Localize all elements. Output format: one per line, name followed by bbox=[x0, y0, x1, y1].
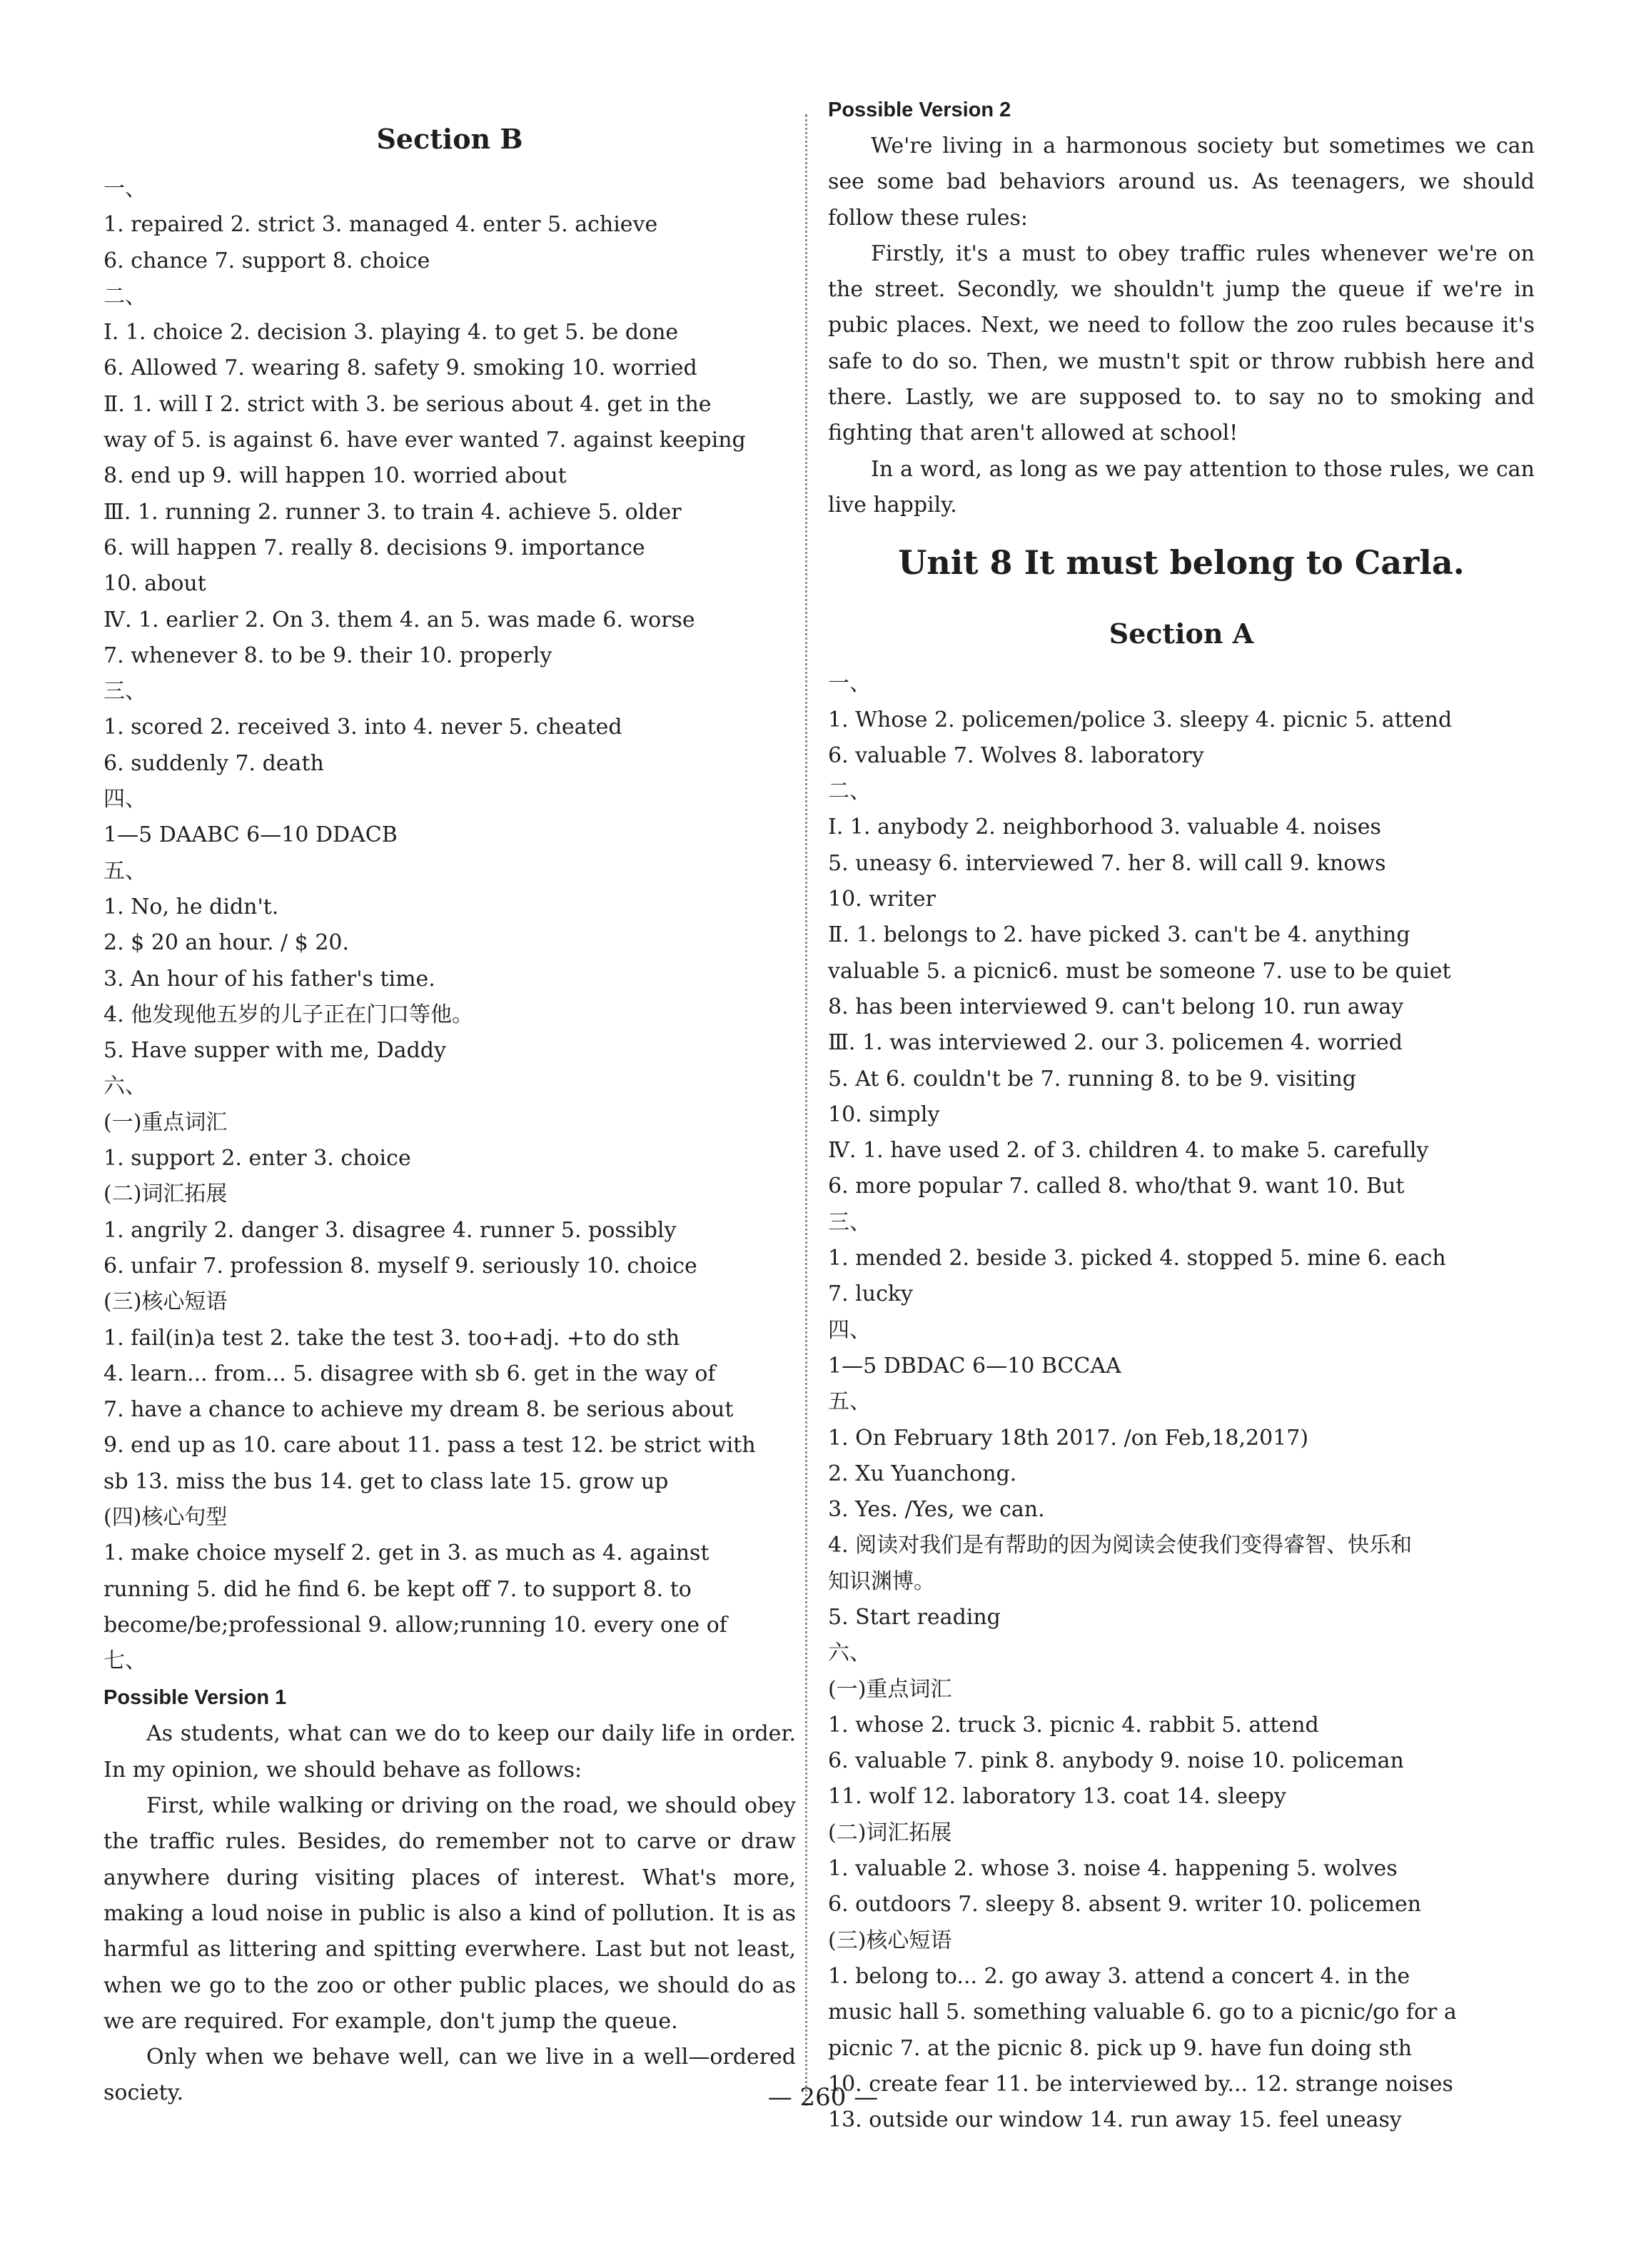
answer-line: 11. wolf 12. laboratory 13. coat 14. sleepy bbox=[828, 1784, 1286, 1810]
answer-line: Ⅱ. 1. belongs to 2. have picked 3. can't be 4. anything bbox=[828, 922, 1410, 948]
answer-line: (三)核心短语 bbox=[828, 1927, 952, 1953]
possible-version-2-title: Possible Version 2 bbox=[828, 99, 1011, 121]
essay-paragraph: Only when we behave well, can we live in a well—ordered society. bbox=[103, 2045, 796, 2106]
answer-line: (二)词汇拓展 bbox=[828, 1820, 952, 1845]
answer-line: 10. simply bbox=[828, 1102, 940, 1127]
column-divider bbox=[805, 114, 807, 2106]
answer-line: 3. Yes. /Yes, we can. bbox=[828, 1497, 1045, 1523]
answer-line: 10. create fear 11. be interviewed by... 12. strange noises bbox=[828, 2071, 1453, 2097]
answer-line: Ⅲ. 1. running 2. runner 3. to train 4. achieve 5. older bbox=[103, 499, 682, 525]
answer-line: 9. end up as 10. care about 11. pass a test 12. be strict with bbox=[103, 1433, 756, 1458]
answer-line: 1. support 2. enter 3. choice bbox=[103, 1146, 411, 1171]
answer-line: 4. learn... from... 5. disagree with sb 6. get in the way of bbox=[103, 1361, 716, 1386]
answer-line: 1. On February 18th 2017. /on Feb,18,2017) bbox=[828, 1425, 1309, 1451]
answer-line: music hall 5. something valuable 6. go to a picnic/go for a bbox=[828, 2000, 1457, 2025]
answer-line: 六、 bbox=[103, 1074, 146, 1099]
answer-line: 1. mended 2. beside 3. picked 4. stopped 5. mine 6. each bbox=[828, 1246, 1446, 1271]
answer-line: 知识渊博。 bbox=[828, 1568, 935, 1594]
possible-version-2-essay bbox=[828, 128, 1535, 523]
answer-line: Ⅰ. 1. choice 2. decision 3. playing 4. to get 5. be done bbox=[103, 320, 679, 346]
answer-line: 一、 bbox=[103, 176, 146, 201]
answer-line: 1. repaired 2. strict 3. managed 4. enter 5. achieve bbox=[103, 212, 658, 238]
answer-line: 7. lucky bbox=[828, 1281, 914, 1307]
answer-line: 四、 bbox=[103, 787, 146, 812]
possible-version-1-essay bbox=[103, 1716, 796, 2111]
left-column bbox=[103, 107, 796, 2112]
answer-line: (四)核心句型 bbox=[103, 1504, 228, 1530]
answer-line: 10. about bbox=[103, 571, 206, 597]
answer-line: valuable 5. a picnic6. must be someone 7. use to be quiet bbox=[828, 958, 1451, 984]
essay-paragraph: First, while walking or driving on the road, we should obey the traffic rules. Besides, do remember not to carve or draw anywhere during visiting places of interest. What's more, making a loud noise in public is also a kind of pollution. It is as harmful as littering and spitting everwhere. Last but not least, when we go to the zoo or other public places, we should do as we are required. For example, don't jump the queue. bbox=[103, 1793, 796, 2034]
answer-line: become/be;professional 9. allow;running 10. every one of bbox=[103, 1612, 727, 1638]
answer-line: 三、 bbox=[103, 679, 146, 705]
answer-line: Ⅱ. 1. will I 2. strict with 3. be serious about 4. get in the bbox=[103, 391, 712, 417]
answer-line: 6. unfair 7. profession 8. myself 9. seriously 10. choice bbox=[103, 1253, 697, 1279]
answer-line: 5. uneasy 6. interviewed 7. her 8. will call 9. knows bbox=[828, 850, 1386, 876]
answer-line: way of 5. is against 6. have ever wanted 7. against keeping bbox=[103, 428, 746, 453]
answer-line: (二)词汇拓展 bbox=[103, 1181, 228, 1207]
answer-line: Ⅰ. 1. anybody 2. neighborhood 3. valuable 4. noises bbox=[828, 815, 1381, 840]
answer-line: 6. will happen 7. really 8. decisions 9. importance bbox=[103, 535, 645, 560]
answer-line: 6. Allowed 7. wearing 8. safety 9. smoking 10. worried bbox=[103, 356, 697, 381]
section-b-title: Section B bbox=[376, 123, 523, 155]
answer-line: Ⅳ. 1. earlier 2. On 3. them 4. an 5. was made 6. worse bbox=[103, 607, 695, 632]
answer-line: 二、 bbox=[103, 283, 146, 309]
answer-line: 四、 bbox=[828, 1317, 871, 1343]
essay-paragraph: Firstly, it's a must to obey traffic rules whenever we're on the street. Secondly, we shouldn't jump the queue if we're in pubic places. Next, we need to follow the zoo rules because it's safe to do so. Then, we mustn't spit or throw rubbish here and there. Lastly, we are supposed to. to say no to smoking and fighting that aren't allowed at school! bbox=[828, 241, 1535, 446]
answer-line: (一)重点词汇 bbox=[828, 1676, 952, 1702]
right-column bbox=[828, 91, 1535, 2138]
answer-line: 13. outside our window 14. run away 15. feel uneasy bbox=[828, 2107, 1402, 2133]
answer-line: 6. more popular 7. called 8. who/that 9. want 10. But bbox=[828, 1174, 1405, 1199]
answer-line: 二、 bbox=[828, 779, 871, 805]
answer-line: Ⅲ. 1. was interviewed 2. our 3. policemen 4. worried bbox=[828, 1030, 1403, 1056]
answer-line: 6. valuable 7. pink 8. anybody 9. noise 10. policeman bbox=[828, 1748, 1404, 1774]
answer-line: 6. outdoors 7. sleepy 8. absent 9. writer 10. policemen bbox=[828, 1892, 1422, 1917]
answer-line: 4. 他发现他五岁的儿子正在门口等他。 bbox=[103, 1002, 474, 1027]
answer-line: 7. whenever 8. to be 9. their 10. properly bbox=[103, 642, 552, 668]
essay-paragraph: In a word, as long as we pay attention to those rules, we can live happily. bbox=[828, 456, 1535, 518]
answer-line: 5. At 6. couldn't be 7. running 8. to be 9. visiting bbox=[828, 1066, 1356, 1092]
answer-line: 8. end up 9. will happen 10. worried about bbox=[103, 463, 567, 489]
answer-line: 2. Xu Yuanchong. bbox=[828, 1461, 1017, 1486]
answer-line: 1. No, he didn't. bbox=[103, 894, 279, 919]
answer-line: running 5. did he find 6. be kept off 7. to support 8. to bbox=[103, 1576, 692, 1602]
answer-line: 1. make choice myself 2. get in 3. as much as 4. against bbox=[103, 1541, 710, 1566]
answer-line: 3. An hour of his father's time. bbox=[103, 966, 435, 992]
answer-line: 6. suddenly 7. death bbox=[103, 750, 324, 776]
answer-line: 一、 bbox=[828, 671, 871, 697]
essay-paragraph: We're living in a harmonous society but sometimes we can see some bad behaviors around us. As teenagers, we should follow these rules: bbox=[828, 133, 1535, 231]
answer-line: 1. valuable 2. whose 3. noise 4. happening 5. wolves bbox=[828, 1856, 1398, 1882]
answer-line: 七、 bbox=[103, 1648, 146, 1674]
answer-line: 7. have a chance to achieve my dream 8. be serious about bbox=[103, 1397, 734, 1423]
answer-line: 1—5 DBDAC 6—10 BCCAA bbox=[828, 1353, 1121, 1379]
answer-line: sb 13. miss the bus 14. get to class late 15. grow up bbox=[103, 1468, 669, 1494]
answer-line: 1. scored 2. received 3. into 4. never 5. cheated bbox=[103, 715, 622, 740]
answer-line: 6. chance 7. support 8. choice bbox=[103, 248, 430, 273]
answer-line: 10. writer bbox=[828, 887, 936, 912]
answer-line: 三、 bbox=[828, 1209, 871, 1235]
answer-line: 8. has been interviewed 9. can't belong 10. run away bbox=[828, 994, 1404, 1019]
answer-line: 6. valuable 7. Wolves 8. laboratory bbox=[828, 742, 1204, 768]
right-answer-lines bbox=[828, 666, 1535, 2138]
answer-line: 2. $ 20 an hour. / $ 20. bbox=[103, 930, 350, 956]
answer-line: 1. angrily 2. danger 3. disagree 4. runner 5. possibly bbox=[103, 1217, 677, 1243]
page-number: — 260 — bbox=[767, 2083, 879, 2112]
answer-line: 5. Have supper with me, Daddy bbox=[103, 1038, 446, 1064]
answer-line: Ⅳ. 1. have used 2. of 3. children 4. to make 5. carefully bbox=[828, 1138, 1429, 1164]
answer-line: 1. belong to... 2. go away 3. attend a concert 4. in the bbox=[828, 1963, 1410, 1989]
answer-line: (三)核心短语 bbox=[103, 1289, 228, 1315]
answer-line: 1. whose 2. truck 3. picnic 4. rabbit 5. attend bbox=[828, 1712, 1319, 1738]
answer-line: 六、 bbox=[828, 1640, 871, 1666]
answer-line: 5. Start reading bbox=[828, 1604, 1001, 1630]
answer-line: (一)重点词汇 bbox=[103, 1109, 228, 1135]
answer-line: 4. 阅读对我们是有帮助的因为阅读会使我们变得睿智、快乐和 bbox=[828, 1533, 1413, 1558]
answer-line: 五、 bbox=[828, 1389, 871, 1415]
left-answer-lines bbox=[103, 171, 796, 1679]
unit-title: Unit 8 It must belong to Carla. bbox=[898, 543, 1465, 583]
answer-line: 1—5 DAABC 6—10 DDACB bbox=[103, 822, 398, 848]
section-a-title: Section A bbox=[1109, 618, 1254, 650]
answer-line: picnic 7. at the picnic 8. pick up 9. have fun doing sth bbox=[828, 2035, 1413, 2061]
answer-line: 1. fail(in)a test 2. take the test 3. too+adj. +to do sth bbox=[103, 1325, 680, 1351]
possible-version-1-title: Possible Version 1 bbox=[103, 1686, 287, 1710]
essay-paragraph: As students, what can we do to keep our daily life in order. In my opinion, we should behave as follows: bbox=[103, 1721, 796, 1783]
answer-line: 五、 bbox=[103, 858, 146, 884]
answer-line: 1. Whose 2. policemen/police 3. sleepy 4. picnic 5. attend bbox=[828, 707, 1453, 732]
